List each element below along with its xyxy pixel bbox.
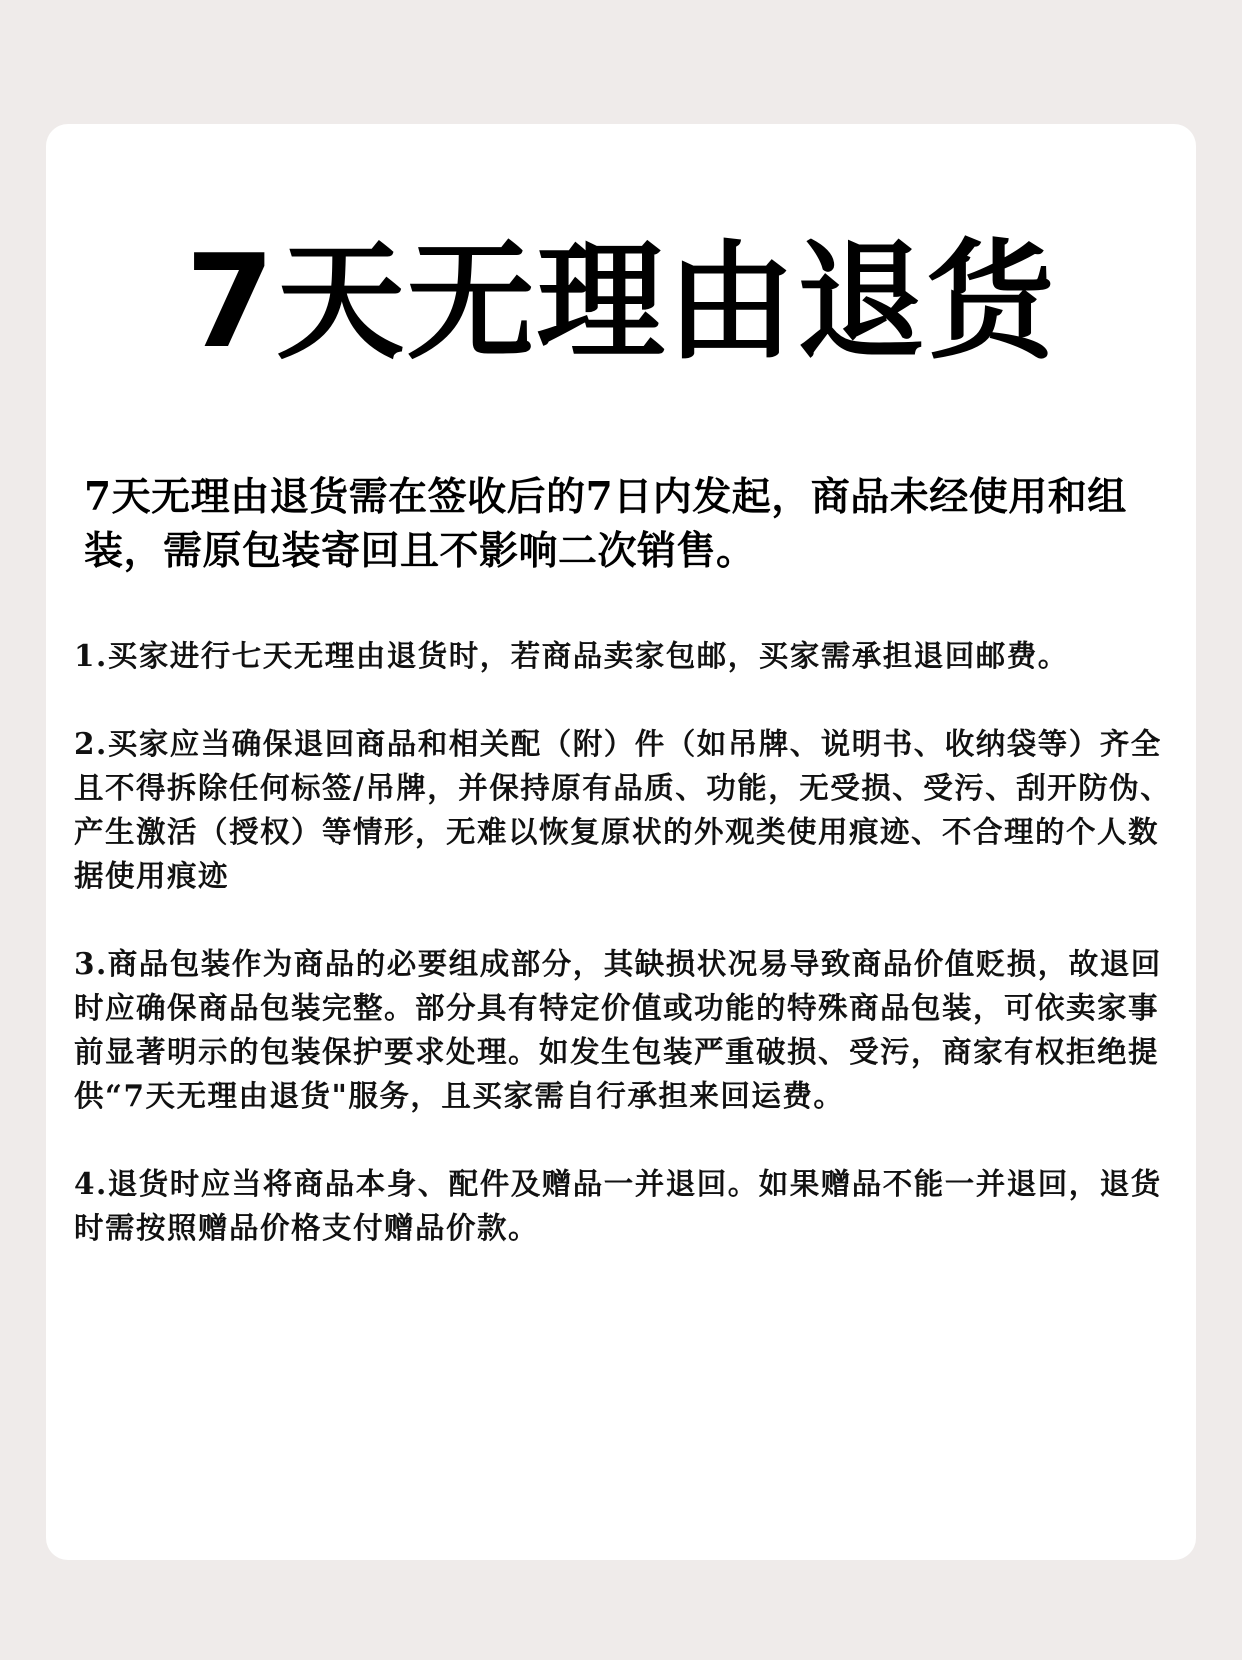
rule-item-2: 2.买家应当确保退回商品和相关配（附）件（如吊牌、说明书、收纳袋等）齐全且不得拆除任何标签/吊牌，并保持原有品质、功能，无受损、受污、刮开防伪、产生激活（授权）等情形，无难以恢复原状的外观类使用痕迹、不合理的个人数据使用痕迹 [74,726,1172,893]
rule-item-1: 1.买家进行七天无理由退货时，若商品卖家包邮，买家需承担退回邮费。 [74,638,1069,673]
intro-paragraph: 7天无理由退货需在签收后的7日内发起，商品未经使用和组装，需原包装寄回且不影响二次销售。 [84,474,1127,574]
rules-list [74,634,1174,1294]
rule-item-3: 3.商品包装作为商品的必要组成部分，其缺损状况易导致商品价值贬损，故退回时应确保商品包装完整。部分具有特定价值或功能的特殊商品包装，可依卖家事前显著明示的包装保护要求处理。如发生包装严重破损、受污，商家有权拒绝提供“7天无理由退货"服务，且买家需自行承担来回运费。 [74,946,1162,1113]
rule-item-4: 4.退货时应当将商品本身、配件及赠品一并退回。如果赠品不能一并退回，退货时需按照赠品价格支付赠品价款。 [74,1166,1162,1245]
page-title: 7天无理由退货 [185,228,1057,377]
